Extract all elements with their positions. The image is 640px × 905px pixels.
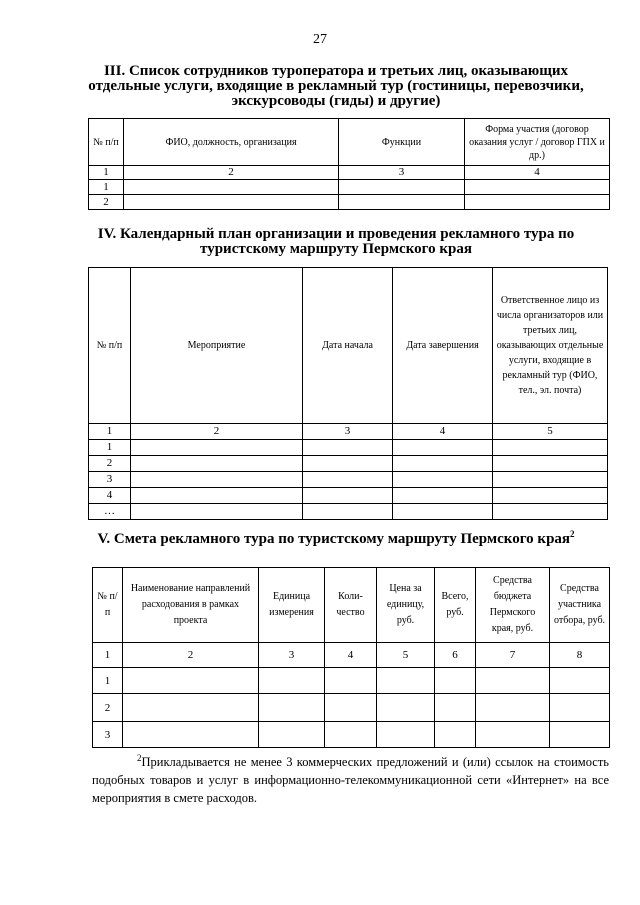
section-3-title: III. Список сотрудников туроператора и третьих лиц, оказывающих отдельные услуги, входящие в рекламный тур (гостиницы, перевозчики, экскурсоводы (гиды) и другие) (88, 63, 584, 109)
table-cell (393, 440, 493, 456)
staff-table (88, 118, 610, 210)
table-cell (131, 472, 303, 488)
col-header: № п/п (93, 568, 123, 643)
row-number: 2 (93, 694, 123, 722)
table-cell (393, 504, 493, 520)
table-cell (131, 440, 303, 456)
table-cell (493, 472, 608, 488)
row-number: 4 (89, 488, 131, 504)
table-cell (435, 668, 476, 694)
table-cell (435, 722, 476, 748)
column-numbers-row (89, 166, 610, 180)
table-cell (124, 180, 339, 195)
table-cell (303, 472, 393, 488)
table-header-row (93, 568, 610, 643)
table-cell (476, 694, 550, 722)
table-cell (303, 488, 393, 504)
table-row (93, 694, 610, 722)
table-cell (339, 195, 465, 210)
table-cell (259, 722, 325, 748)
col-header: Цена за единицу, руб. (377, 568, 435, 643)
table-cell (493, 488, 608, 504)
table-cell (393, 488, 493, 504)
column-number: 7 (476, 643, 550, 668)
column-number: 4 (393, 424, 493, 440)
col-header: Всего, руб. (435, 568, 476, 643)
row-number: 1 (89, 180, 124, 195)
table-cell (325, 668, 377, 694)
column-number: 3 (303, 424, 393, 440)
table-cell (303, 504, 393, 520)
col-header: № п/п (89, 119, 124, 166)
column-number: 1 (89, 424, 131, 440)
column-number: 5 (377, 643, 435, 668)
column-number: 3 (339, 166, 465, 180)
column-number: 2 (124, 166, 339, 180)
table-cell (393, 456, 493, 472)
column-numbers-row (89, 424, 608, 440)
column-number: 1 (89, 166, 124, 180)
table-cell (259, 694, 325, 722)
table-row (93, 668, 610, 694)
table-cell (325, 722, 377, 748)
table-cell (377, 694, 435, 722)
row-number: 3 (93, 722, 123, 748)
table-row (89, 180, 610, 195)
table-row (93, 722, 610, 748)
column-number: 6 (435, 643, 476, 668)
budget-table (92, 567, 610, 748)
calendar-plan-table (88, 267, 608, 520)
table-row (89, 504, 608, 520)
table-cell (550, 722, 610, 748)
page-number: 27 (313, 32, 327, 47)
table-cell (377, 668, 435, 694)
table-cell (123, 694, 259, 722)
table-cell (435, 694, 476, 722)
col-header: Наименование направлений расходования в рамках проекта (123, 568, 259, 643)
col-header: Дата завершения (393, 268, 493, 424)
column-number: 4 (465, 166, 610, 180)
table-row (89, 195, 610, 210)
section-5-title-text: V. Смета рекламного тура по туристскому маршруту Пермского края (97, 531, 571, 547)
row-number: 2 (89, 195, 124, 210)
column-number: 5 (493, 424, 608, 440)
table-cell (493, 504, 608, 520)
column-number: 2 (131, 424, 303, 440)
row-number: 1 (89, 440, 131, 456)
col-header: Форма участия (договор оказания услуг / договор ГПХ и др.) (465, 119, 610, 166)
footnote-text: Прикладывается не менее 3 коммерческих предложений и (или) ссылок на стоимость подобных товаров и услуг в информационно-телекоммуникационной сети «Интернет» на все мероприятия в смете расходов. (92, 755, 609, 806)
col-header: Средства участника отбора, руб. (550, 568, 610, 643)
table-header-row (89, 268, 608, 424)
table-cell (476, 668, 550, 694)
table-cell (493, 456, 608, 472)
table-cell (131, 456, 303, 472)
table-header-row (89, 119, 610, 166)
row-number: 3 (89, 472, 131, 488)
row-number: 1 (93, 668, 123, 694)
col-header: Единица измерения (259, 568, 325, 643)
col-header: Функции (339, 119, 465, 166)
table-cell (303, 456, 393, 472)
column-number: 3 (259, 643, 325, 668)
col-header: № п/п (89, 268, 131, 424)
footnote (92, 749, 609, 807)
column-number: 8 (550, 643, 610, 668)
table-cell (476, 722, 550, 748)
row-number: 2 (89, 456, 131, 472)
col-header: Коли-чество (325, 568, 377, 643)
table-cell (393, 472, 493, 488)
table-cell (550, 694, 610, 722)
col-header: Средства бюджета Пермского края, руб. (476, 568, 550, 643)
table-cell (325, 694, 377, 722)
col-header: Дата начала (303, 268, 393, 424)
section-5-title (86, 527, 586, 547)
table-cell (123, 668, 259, 694)
table-row (89, 472, 608, 488)
table-row (89, 456, 608, 472)
table-cell (123, 722, 259, 748)
footnote-number: 2 (137, 753, 142, 763)
table-cell (339, 180, 465, 195)
table-cell (465, 195, 610, 210)
table-cell (550, 668, 610, 694)
table-cell (493, 440, 608, 456)
table-cell (377, 722, 435, 748)
col-header: Мероприятие (131, 268, 303, 424)
footnote-mark: 2 (570, 529, 575, 539)
table-cell (124, 195, 339, 210)
section-4-title: IV. Календарный план организации и проведения рекламного тура по туристскому маршруту Пермского края (97, 226, 575, 257)
table-cell (303, 440, 393, 456)
row-number: … (89, 504, 131, 520)
col-header: ФИО, должность, организация (124, 119, 339, 166)
table-cell (131, 504, 303, 520)
column-number: 2 (123, 643, 259, 668)
table-cell (465, 180, 610, 195)
table-row (89, 488, 608, 504)
table-row (89, 440, 608, 456)
column-numbers-row (93, 643, 610, 668)
column-number: 4 (325, 643, 377, 668)
column-number: 1 (93, 643, 123, 668)
table-cell (131, 488, 303, 504)
table-cell (259, 668, 325, 694)
col-header: Ответственное лицо из числа организаторов или третьих лиц, оказывающих отдельные услуги, входящие в рекламный тур (ФИО, тел., эл. почта) (493, 268, 608, 424)
